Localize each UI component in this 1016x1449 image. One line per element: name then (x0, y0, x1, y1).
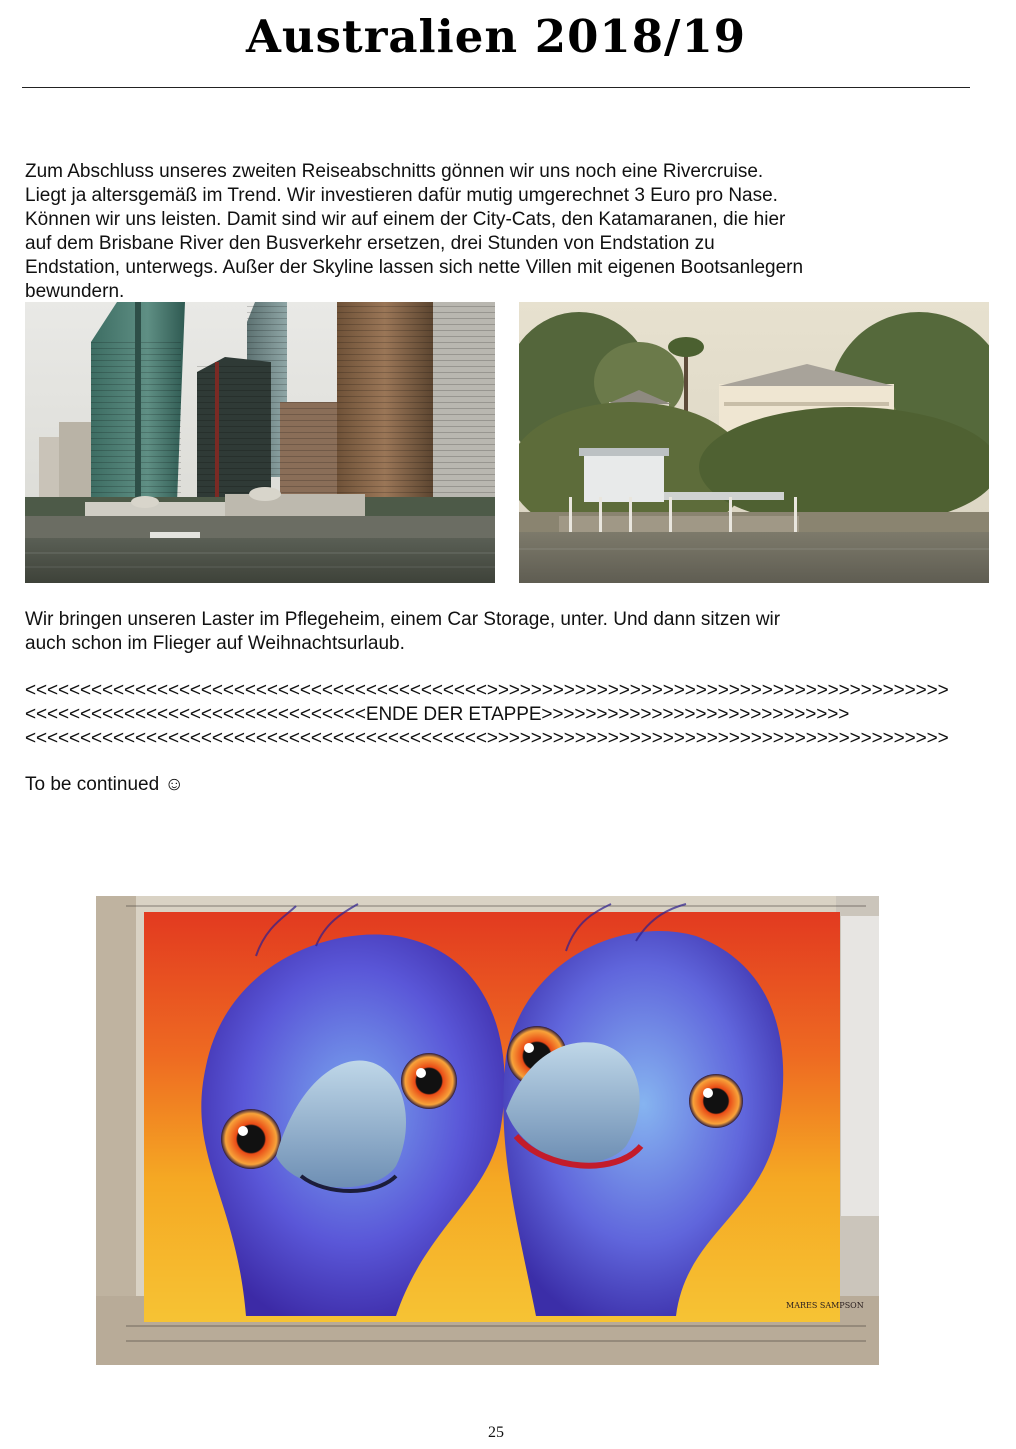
intro-paragraph (25, 160, 985, 304)
artist-signature: MARES SAMPSON (786, 1301, 864, 1310)
intro-line: bewundern. (25, 281, 125, 302)
intro-line: auf dem Brisbane River den Busverkehr ersetzen, drei Stunden von Endstation zu (25, 233, 715, 254)
emu-painting-photo (96, 896, 879, 1365)
to-be-continued: To be continued ☺ (25, 774, 184, 795)
banner-line: <<<<<<<<<<<<<<<<<<<<<<<<<<<<<<<<<<<<<<<<<<>>>>>>>>>>>>>>>>>>>>>>>>>>>>>>>>>>>>>>>>>> (25, 728, 949, 749)
intro-line: Können wir uns leisten. Damit sind wir auf einem der City-Cats, den Katamaranen, die hier (25, 209, 786, 230)
intro-line: Endstation, unterwegs. Außer der Skyline lassen sich nette Villen mit eigenen Bootsanlegern (25, 257, 804, 278)
storage-paragraph (25, 608, 985, 656)
end-of-stage-banner (25, 679, 949, 751)
intro-line: Zum Abschluss unseres zweiten Reiseabschnitts gönnen wir uns noch eine Rivercruise. (25, 161, 764, 182)
storage-line: auch schon im Flieger auf Weihnachtsurlaub. (25, 633, 405, 654)
banner-line-center: <<<<<<<<<<<<<<<<<<<<<<<<<<<<<<<ENDE DER ETAPPE>>>>>>>>>>>>>>>>>>>>>>>>>>>> (25, 704, 850, 725)
intro-line: Liegt ja altersgemäß im Trend. Wir investieren dafür mutig umgerechnet 3 Euro pro Nase. (25, 185, 778, 206)
page-number: 25 (488, 1424, 504, 1441)
storage-line: Wir bringen unseren Laster im Pflegeheim, einem Car Storage, unter. Und dann sitzen wir (25, 609, 781, 630)
page-title: Australien 2018/19 (245, 10, 747, 63)
title-divider (22, 87, 970, 88)
city-skyline-photo (25, 302, 495, 583)
banner-line: <<<<<<<<<<<<<<<<<<<<<<<<<<<<<<<<<<<<<<<<<<>>>>>>>>>>>>>>>>>>>>>>>>>>>>>>>>>>>>>>>>>> (25, 680, 949, 701)
riverside-villas-photo (519, 302, 989, 583)
